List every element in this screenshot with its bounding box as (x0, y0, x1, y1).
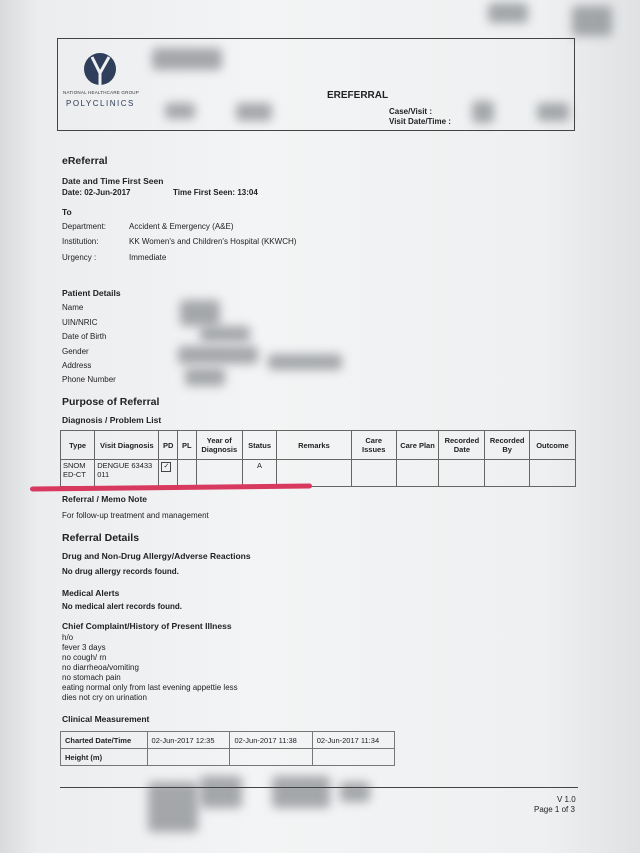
time-first-seen-heading: Date and Time First Seen (62, 176, 164, 186)
cell-visit-diagnosis: DENGUE 63433 011 (95, 460, 159, 487)
complaint-line: eating normal only from last evening appettie less (62, 683, 238, 692)
redaction-blur (340, 782, 370, 802)
charted-datetime-label: Charted Date/Time (61, 732, 148, 749)
institution-value: KK Women's and Children's Hospital (KKWCH) (129, 237, 297, 246)
height-label: Height (m) (61, 749, 148, 766)
cell-type: SNOM ED-CT (61, 460, 95, 487)
chief-complaint-text (62, 633, 238, 703)
cell-status: A (242, 460, 276, 487)
to-heading: To (62, 207, 72, 217)
patient-name-label: Name (62, 303, 84, 312)
charted-date-3: 02-Jun-2017 11:34 (312, 732, 394, 749)
cell-year (196, 460, 242, 487)
cell-care-plan (396, 460, 439, 487)
referral-details-heading: Referral Details (62, 532, 140, 544)
footer-divider (60, 787, 578, 788)
col-year-of-diagnosis: Year of Diagnosis (196, 431, 242, 460)
allergy-heading: Drug and Non-Drug Allergy/Adverse Reactions (62, 551, 251, 561)
charted-date-2: 02-Jun-2017 11:38 (230, 732, 312, 749)
diagnosis-table (60, 430, 576, 487)
measurement-table (60, 731, 395, 766)
cell-pd (159, 460, 178, 487)
allergy-text: No drug allergy records found. (62, 567, 179, 576)
table-row (61, 460, 576, 487)
logo-group-text: NATIONAL HEALTHCARE GROUP (63, 90, 139, 95)
logo-name-text: POLYCLINICS (66, 99, 135, 108)
col-care-plan: Care Plan (396, 431, 439, 460)
cell-care-issues (351, 460, 396, 487)
complaint-line: h/o (62, 633, 74, 642)
redaction-blur (178, 346, 258, 364)
diagnosis-list-heading: Diagnosis / Problem List (62, 415, 162, 425)
redaction-blur (268, 354, 342, 370)
redaction-blur (180, 300, 220, 326)
document-title: EREFERRAL (327, 90, 389, 101)
redaction-blur (572, 6, 612, 36)
visit-date-label: Visit Date/Time : (389, 117, 451, 126)
checkbox-checked-icon: ✓ (161, 462, 171, 472)
col-pd: PD (159, 431, 178, 460)
col-status: Status (242, 431, 276, 460)
height-value-2 (230, 749, 312, 766)
height-value-3 (312, 749, 394, 766)
cell-remarks (277, 460, 352, 487)
cell-pl (178, 460, 197, 487)
header-box (57, 38, 575, 131)
col-pl: PL (178, 431, 197, 460)
redaction-blur (200, 776, 242, 808)
col-care-issues: Care Issues (351, 431, 396, 460)
col-outcome: Outcome (529, 431, 575, 460)
redaction-blur (200, 326, 250, 342)
case-visit-block (389, 107, 451, 127)
diagnosis-table-header (61, 431, 576, 460)
cell-recorded-by (485, 460, 529, 487)
redaction-blur (148, 782, 198, 832)
complaint-line: fever 3 days (62, 643, 106, 652)
charted-date-1: 02-Jun-2017 12:35 (147, 732, 230, 749)
urgency-value: Immediate (129, 253, 167, 262)
medical-alerts-text: No medical alert records found. (62, 602, 183, 611)
memo-text: For follow-up treatment and management (62, 511, 209, 520)
patient-nric-label: UIN/NRIC (62, 318, 98, 327)
complaint-line: no stomach pain (62, 673, 121, 682)
redaction-blur (488, 3, 528, 23)
patient-gender-label: Gender (62, 347, 89, 356)
cell-recorded-date (439, 460, 485, 487)
seen-time: Time First Seen: 13:04 (173, 188, 258, 197)
chief-complaint-heading: Chief Complaint/History of Present Illness (62, 621, 232, 631)
memo-heading: Referral / Memo Note (62, 494, 148, 504)
col-remarks: Remarks (277, 431, 352, 460)
urgency-label: Urgency : (62, 253, 97, 262)
height-value-1 (147, 749, 230, 766)
complaint-line: no cough/ rn (62, 653, 107, 662)
patient-dob-label: Date of Birth (62, 332, 107, 341)
seen-date: Date: 02-Jun-2017 (62, 188, 131, 197)
clinical-measurement-heading: Clinical Measurement (62, 714, 150, 724)
department-value: Accident & Emergency (A&E) (129, 222, 234, 231)
medical-alerts-heading: Medical Alerts (62, 588, 120, 598)
department-label: Department: (62, 222, 107, 231)
col-type: Type (61, 431, 95, 460)
col-recorded-date: Recorded Date (439, 431, 485, 460)
institution-label: Institution: (62, 237, 99, 246)
complaint-line: no diarrheoa/vomiting (62, 663, 139, 672)
page-number: Page 1 of 3 (534, 805, 575, 814)
patient-details-heading: Patient Details (62, 288, 121, 298)
purpose-heading: Purpose of Referral (62, 396, 160, 408)
col-recorded-by: Recorded By (485, 431, 529, 460)
table-row (61, 732, 395, 749)
col-visit-diagnosis: Visit Diagnosis (95, 431, 159, 460)
table-row (61, 749, 395, 766)
polyclinic-logo-icon (83, 51, 117, 87)
patient-phone-label: Phone Number (62, 375, 116, 384)
case-visit-label: Case/Visit : (389, 107, 432, 116)
patient-address-label: Address (62, 361, 92, 370)
complaint-line: dies not cry on urination (62, 693, 147, 702)
redaction-blur (272, 776, 330, 808)
redaction-blur (185, 368, 225, 386)
version-text: V 1.0 (557, 795, 576, 804)
cell-outcome (529, 460, 575, 487)
ereferral-heading: eReferral (62, 155, 108, 167)
